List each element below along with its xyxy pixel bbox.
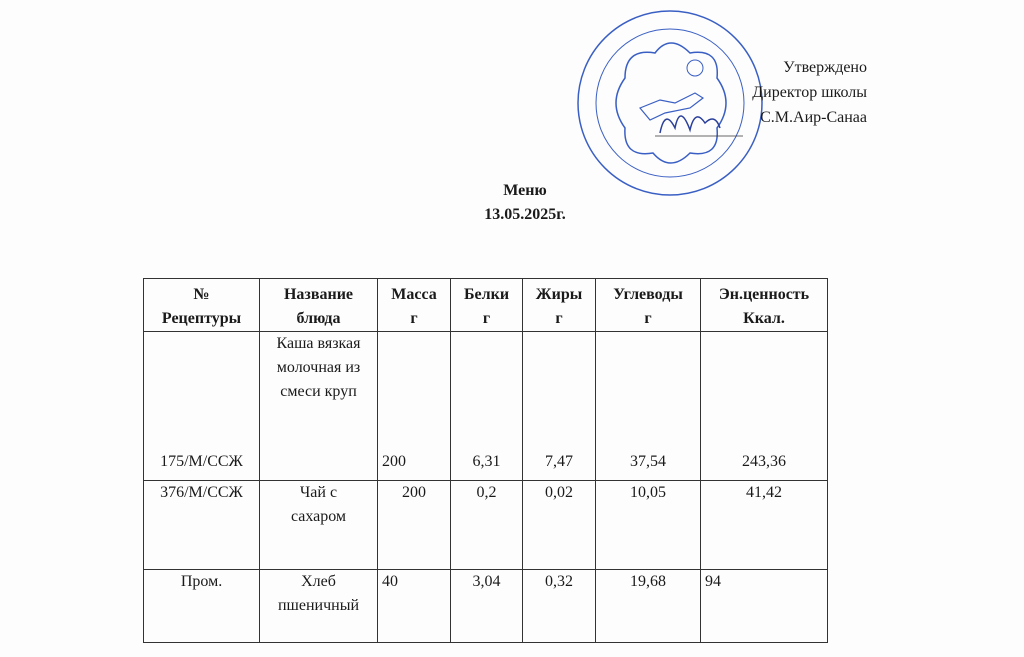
header-fat: Жиры г bbox=[523, 279, 596, 332]
cell-recipe: 175/М/ССЖ bbox=[144, 332, 260, 481]
cell-protein: 6,31 bbox=[451, 332, 523, 481]
cell-protein: 3,04 bbox=[451, 570, 523, 643]
cell-recipe: Пром. bbox=[144, 570, 260, 643]
cell-energy: 41,42 bbox=[701, 481, 828, 570]
header-dish-name: Название блюда bbox=[260, 279, 378, 332]
table-row bbox=[144, 481, 828, 570]
cell-dish-name: Хлеб пшеничный bbox=[260, 570, 378, 643]
table-row bbox=[144, 570, 828, 643]
cell-fat: 7,47 bbox=[523, 332, 596, 481]
table-header-row bbox=[144, 279, 828, 332]
cell-carbs: 10,05 bbox=[596, 481, 701, 570]
cell-carbs: 37,54 bbox=[596, 332, 701, 481]
cell-dish-name: Чай с сахаром bbox=[260, 481, 378, 570]
header-carbs: Углеводы г bbox=[596, 279, 701, 332]
approval-block bbox=[752, 55, 867, 130]
approval-label: Утверждено bbox=[783, 59, 867, 76]
cell-recipe: 376/М/ССЖ bbox=[144, 481, 260, 570]
header-recipe: № Рецептуры bbox=[144, 279, 260, 332]
header-mass: Масса г bbox=[378, 279, 451, 332]
school-stamp bbox=[565, 8, 775, 198]
director-title: Директор школы bbox=[752, 84, 867, 101]
header-protein: Белки г bbox=[451, 279, 523, 332]
cell-protein: 0,2 bbox=[451, 481, 523, 570]
director-name: С.М.Аир-Санаа bbox=[760, 109, 867, 126]
cell-dish-name: Каша вязкая молочная из смеси круп bbox=[260, 332, 378, 481]
cell-fat: 0,32 bbox=[523, 570, 596, 643]
document-title: Меню bbox=[503, 182, 547, 199]
cell-carbs: 19,68 bbox=[596, 570, 701, 643]
cell-mass: 200 bbox=[378, 481, 451, 570]
document-date: 13.05.2025г. bbox=[484, 206, 566, 223]
cell-energy: 94 bbox=[701, 570, 828, 643]
cell-mass: 200 bbox=[378, 332, 451, 481]
cell-fat: 0,02 bbox=[523, 481, 596, 570]
menu-table bbox=[143, 278, 828, 643]
cell-energy: 243,36 bbox=[701, 332, 828, 481]
table-row bbox=[144, 332, 828, 481]
header-energy: Эн.ценность Ккал. bbox=[701, 279, 828, 332]
signature bbox=[660, 116, 720, 133]
cell-mass: 40 bbox=[378, 570, 451, 643]
